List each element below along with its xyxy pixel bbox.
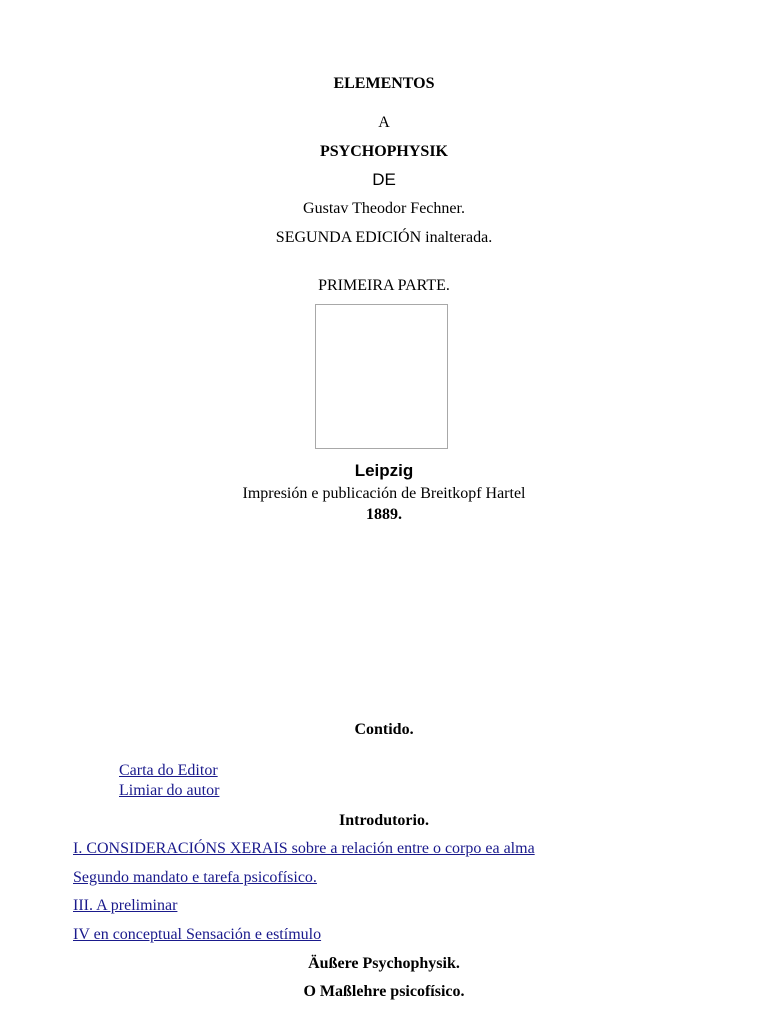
part-title: PRIMEIRA PARTE.: [318, 277, 450, 294]
masslehre-heading: O Maßlehre psicofísico.: [303, 983, 465, 1000]
link-carta-do-editor[interactable]: Carta do Editor: [119, 762, 218, 779]
author-name: Gustav Theodor Fechner.: [303, 200, 465, 217]
edition-note: SEGUNDA EDICIÓN inalterada.: [275, 229, 493, 246]
link-chapter-ii[interactable]: Segundo mandato e tarefa psicofísico.: [73, 869, 317, 886]
link-chapter-iv[interactable]: IV en conceptual Sensación e estímulo: [73, 926, 322, 943]
publisher-line: Impresión e publicación de Breitkopf Hartel: [242, 485, 526, 502]
link-limiar-do-autor[interactable]: Limiar do autor: [119, 782, 220, 799]
title-a: A: [378, 114, 390, 131]
link-chapter-iii[interactable]: III. A preliminar: [73, 897, 178, 914]
publication-year: 1889.: [366, 506, 402, 523]
title-de: DE: [372, 170, 396, 189]
publication-city: Leipzig: [354, 461, 414, 480]
title-psychophysik: PSYCHOPHYSIK: [319, 143, 448, 160]
title-elementos: ELEMENTOS: [333, 75, 435, 92]
contents-heading: Contido.: [354, 721, 414, 738]
title-page-image-placeholder: [315, 304, 448, 449]
intro-heading: Introdutorio.: [339, 812, 429, 829]
aussere-heading: Äußere Psychophysik.: [308, 955, 460, 972]
link-chapter-i[interactable]: I. CONSIDERACIÓNS XERAIS sobre a relación entre o corpo ea alma: [73, 840, 535, 857]
